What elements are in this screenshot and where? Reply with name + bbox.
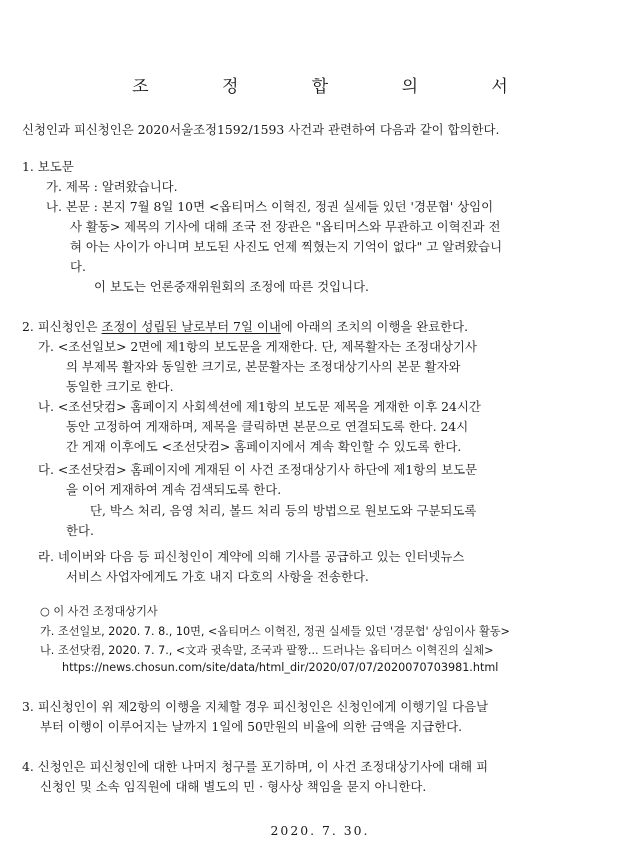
section3-line1: 3. 피신청인이 위 제2항의 이행을 지체할 경우 피신청인은 신청인에게 이행기일 다음날 bbox=[22, 699, 489, 714]
section2-item-b-line3: 간 게재 이후에도 <조선닷컴> 홈페이지에서 계속 확인할 수 있도록 한다. bbox=[66, 439, 462, 454]
section2-item-d-line1: 라. 네이버와 다음 등 피신청인이 계약에 의해 기사를 공급하고 있는 인터넷뉴스 bbox=[38, 549, 465, 564]
intro-text: 신청인과 피신청인은 2020서울조정1592/1593 사건과 관련하여 다음과 같이 합의한다. bbox=[22, 122, 500, 137]
section4-line2: 신청인 및 소속 임직원에 대해 별도의 민 · 형사상 책임을 묻지 아니한다. bbox=[40, 779, 427, 794]
section3-line2: 부터 이행이 이루어지는 날까지 1일에 50만원의 비율에 의한 금액을 지급한다. bbox=[40, 719, 463, 734]
article-b: 나. 조선닷컴, 2020. 7. 7., <文과 귓속말, 조국과 팔짱... 드러나는 옵티머스 이혁진의 실체> bbox=[40, 644, 494, 657]
section2-item-a-line3: 동일한 크기로 한다. bbox=[66, 379, 174, 394]
section4-line1: 4. 신청인은 피신청인에 대한 나머지 청구를 포기하며, 이 사건 조정대상기사에 대해 피 bbox=[22, 759, 489, 774]
section1-item-b-line3: 혀 아는 사이가 아니며 보도된 사진도 언제 찍혔는지 기억이 없다" 고 알려왔습니 bbox=[70, 239, 503, 254]
section2-item-b-line2: 동안 고정하여 게재하며, 제목을 클릭하면 본문으로 연결되도록 한다. 24시 bbox=[66, 419, 469, 434]
section1-heading: 1. 보도문 bbox=[22, 159, 74, 174]
section2-item-c-line3: 단, 박스 처리, 음영 처리, 볼드 처리 등의 방법으로 원보도와 구분되도록 bbox=[90, 503, 477, 518]
section2-item-c-line1: 다. <조선닷컴> 홈페이지에 게재된 이 사건 조정대상기사 하단에 제1항의 보도문 bbox=[38, 462, 478, 477]
section1-item-b-line2: 사 활동> 제목의 기사에 대해 조국 전 장관은 "옵티머스와 무관하고 이혁진과 전 bbox=[70, 219, 501, 234]
section2-item-a-line2: 의 부제목 활자와 동일한 크기로, 본문활자는 조정대상기사의 본문 활자와 bbox=[66, 359, 461, 374]
section1-item-b-line1: 나. 본문 : 본지 7월 8일 10면 <옵티머스 이혁진, 정권 실세들 있던 '경문협' 상임이 bbox=[46, 199, 494, 214]
section2-item-c-line4: 한다. bbox=[66, 523, 94, 538]
section2-heading-post: 에 아래의 조치의 이행을 완료한다. bbox=[280, 319, 469, 334]
section1-note: 이 보도는 언론중재위원회의 조정에 따른 것입니다. bbox=[94, 279, 369, 294]
articles-heading: ○ 이 사건 조정대상기사 bbox=[40, 605, 158, 618]
article-b-url: https://news.chosun.com/site/data/html_dir/2020/07/07/2020070703981.html bbox=[62, 661, 499, 674]
section1-item-a: 가. 제목 : 알려왔습니다. bbox=[46, 179, 178, 194]
document-date: 2020. 7. 30. bbox=[270, 823, 370, 838]
document-title: 조 정 합 의 서 bbox=[132, 77, 542, 97]
section2-item-c-line2: 을 이어 게재하여 계속 검색되도록 한다. bbox=[66, 482, 282, 497]
article-a: 가. 조선일보, 2020. 7. 8., 10면, <옵티머스 이혁진, 정권 실세들 있던 '경문협' 상임이사 활동> bbox=[40, 625, 510, 638]
section2-heading-pre: 2. 피신청인은 bbox=[22, 319, 102, 334]
section2-heading bbox=[22, 318, 468, 336]
section2-item-d-line2: 서비스 사업자에게도 가호 내지 다호의 사항을 전송한다. bbox=[66, 569, 369, 584]
section2-deadline: 조정이 성립된 날로부터 7일 이내 bbox=[101, 319, 281, 334]
section1-item-b-line4: 다. bbox=[70, 259, 86, 274]
section2-item-b-line1: 나. <조선닷컴> 홈페이지 사회섹션에 제1항의 보도문 제목을 게재한 이후 24시간 bbox=[38, 399, 481, 414]
section2-item-a-line1: 가. <조선일보> 2면에 제1항의 보도문을 게재한다. 단, 제목활자는 조정대상기사 bbox=[38, 339, 477, 354]
